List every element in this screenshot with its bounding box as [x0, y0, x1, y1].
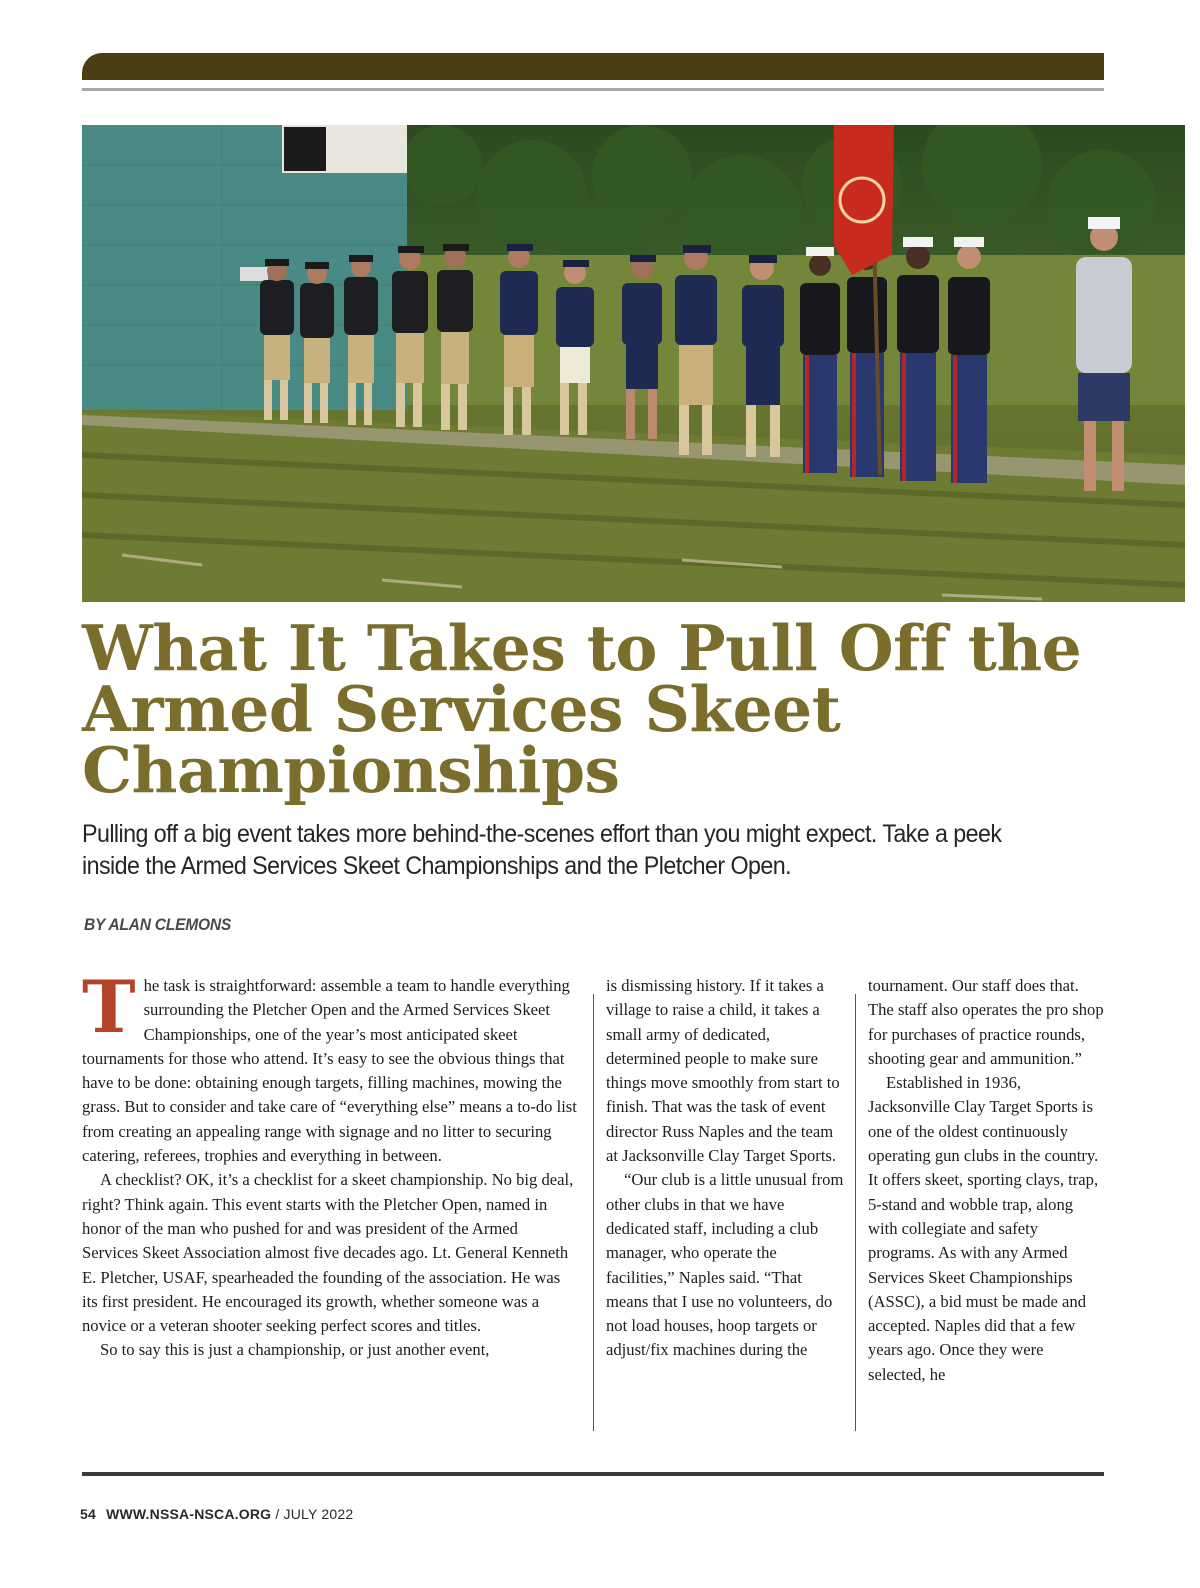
article-deck: Pulling off a big event takes more behind-the-scenes effort than you might expect. Take a peek inside the Armed Services Skeet Championships and the Pletcher Open. [82, 820, 1002, 880]
article-byline: BY ALAN CLEMONS [84, 915, 232, 934]
column-divider [593, 994, 594, 1431]
article-column-1 [82, 964, 578, 1363]
paragraph: tournament. Our staff does that. The staff also operates the pro shop for purchases of practice rounds, shooting gear and ammunition.” [868, 976, 1104, 1068]
header-rule [82, 88, 1104, 91]
drop-cap: T [82, 964, 136, 1049]
footer-rule [82, 1472, 1104, 1476]
paragraph: is dismissing history. If it takes a village to raise a child, it takes a small army of dedicated, determined people to make sure things move smoothly from start to finish. That was the task of event director Russ Naples and the team at Jacksonville Clay Target Sports. [606, 976, 840, 1166]
lead-photo [82, 125, 1185, 602]
issue-date: / JULY 2022 [275, 1506, 354, 1522]
website-link[interactable]: WWW.NSSA-NSCA.ORG [106, 1506, 272, 1522]
article-column-2 [606, 974, 846, 1363]
lead-photo-illustration [82, 125, 1185, 602]
page-footer [80, 1506, 353, 1522]
paragraph: he task is straightforward: assemble a team to handle everything surrounding the Pletcher Open and the Armed Services Skeet Championships, one of the year’s most anticipated skeet tournaments for those who attend. It’s easy to see the obvious things that have to be done: obtaining enough targets, filling machines, mowing the grass. But to consider and take care of “everything else” means a to-do list from creating an appealing range with signage and no litter to securing catering, referees, trophies and everything in between. [82, 976, 577, 1166]
paragraph: A checklist? OK, it’s a checklist for a skeet championship. No big deal, right? Think again. This event starts with the Pletcher Open, named in honor of the man who pushed for and was president of the Armed Services Skeet Association almost five decades ago. Lt. General Kenneth E. Pletcher, USAF, spearheaded the founding of the association. He was its first president. He encouraged its growth, whether someone was a novice or a veteran shooter seeking perfect scores and titles. [82, 1170, 574, 1336]
paragraph: Established in 1936, Jacksonville Clay Target Sports is one of the oldest continuously operating gun clubs in the country. It offers skeet, sporting clays, trap, 5-stand and wobble trap, along with collegiate and safety programs. As with any Armed Services Skeet Championships (ASSC), a bid must be made and accepted. Naples did that a few years ago. Once they were selected, he [868, 1073, 1099, 1384]
article-column-3 [868, 974, 1104, 1387]
column-divider [855, 994, 856, 1431]
page-number: 54 [80, 1506, 96, 1522]
paragraph: So to say this is just a championship, or just another event, [100, 1340, 490, 1360]
paragraph: “Our club is a little unusual from other clubs in that we have dedicated staff, including a club manager, who operate the facilities,” Naples said. “That means that I use no volunteers, do not load houses, hoop targets or adjust/fix machines during the [606, 1170, 844, 1360]
header-bar [82, 53, 1104, 80]
article-headline: What It Takes to Pull Off the Armed Services Skeet Championships [82, 611, 1082, 807]
